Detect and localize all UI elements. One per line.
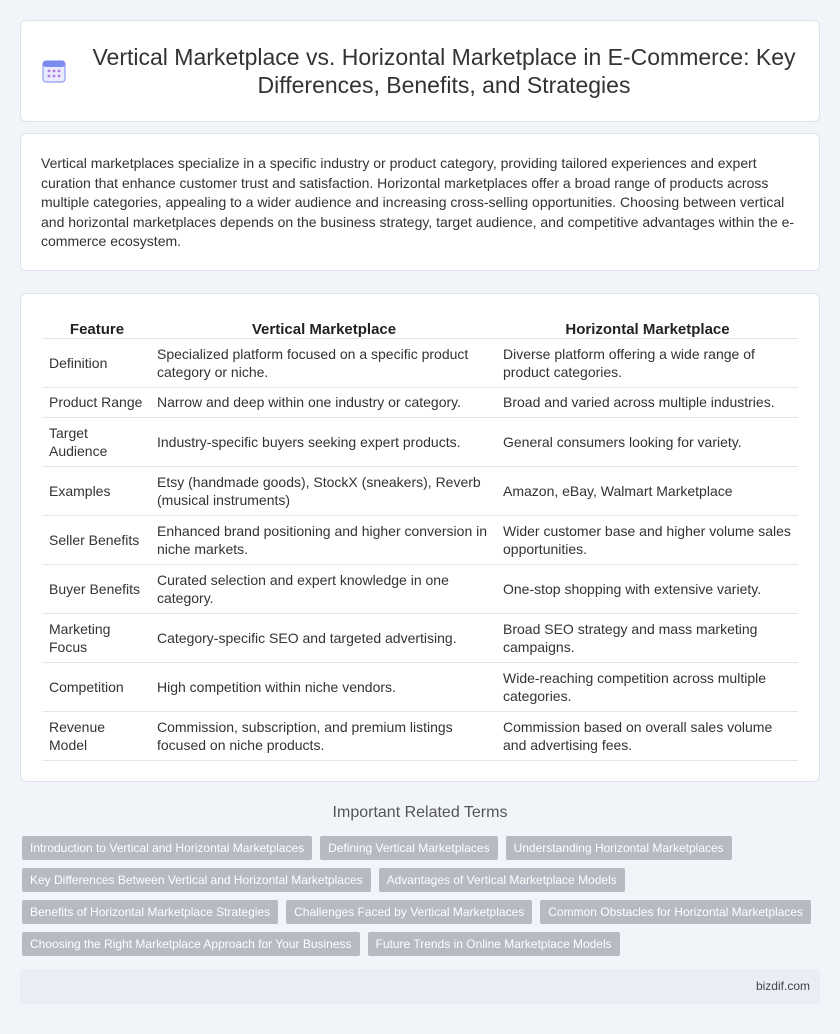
table-cell-vertical: Narrow and deep within one industry or category.	[151, 387, 497, 417]
tag-row	[22, 900, 822, 924]
table-header-vertical: Vertical Marketplace	[151, 314, 497, 338]
table-cell-feature: Examples	[43, 466, 151, 515]
table-cell-vertical: Curated selection and expert knowledge in one category.	[151, 564, 497, 613]
table-cell-horizontal: Amazon, eBay, Walmart Marketplace	[497, 466, 798, 515]
table-cell-vertical: Enhanced brand positioning and higher conversion in niche markets.	[151, 515, 497, 564]
related-term-link[interactable]: Advantages of Vertical Marketplace Models	[379, 868, 625, 892]
related-term-link[interactable]: Understanding Horizontal Marketplaces	[506, 836, 732, 860]
tag-row	[22, 836, 822, 860]
table-cell-feature: Seller Benefits	[43, 515, 151, 564]
table-row	[43, 613, 798, 662]
related-term-link[interactable]: Future Trends in Online Marketplace Models	[368, 932, 620, 956]
related-term-link[interactable]: Benefits of Horizontal Marketplace Strategies	[22, 900, 278, 924]
table-row	[43, 564, 798, 613]
comparison-table	[43, 314, 798, 761]
table-cell-vertical: Etsy (handmade goods), StockX (sneakers), Reverb (musical instruments)	[151, 466, 497, 515]
table-cell-horizontal: One-stop shopping with extensive variety.	[497, 564, 798, 613]
footer	[20, 969, 820, 1004]
table-header-feature: Feature	[43, 314, 151, 338]
table-row	[43, 387, 798, 417]
table-row	[43, 711, 798, 760]
table-cell-vertical: Industry-specific buyers seeking expert products.	[151, 417, 497, 466]
table-cell-feature: Marketing Focus	[43, 613, 151, 662]
intro-paragraph: Vertical marketplaces specialize in a specific industry or product category, providing tailored experiences and expert curation that enhance customer trust and satisfaction. Horizontal marketplaces offer a broad range of products across multiple categories, appealing to a wider audience and increasing cross-selling opportunities. Choosing between vertical and horizontal marketplaces depends on the business strategy, target audience, and competitive advantages within the e-commerce ecosystem.	[41, 155, 795, 249]
table-cell-horizontal: Commission based on overall sales volume and advertising fees.	[497, 711, 798, 760]
table-cell-horizontal: Wide-reaching competition across multiple categories.	[497, 662, 798, 711]
table-cell-vertical: Category-specific SEO and targeted advertising.	[151, 613, 497, 662]
related-term-link[interactable]: Common Obstacles for Horizontal Marketplaces	[540, 900, 811, 924]
table-cell-horizontal: Diverse platform offering a wide range of product categories.	[497, 338, 798, 387]
table-row	[43, 338, 798, 387]
table-cell-horizontal: Broad and varied across multiple industries.	[497, 387, 798, 417]
tag-row	[22, 868, 822, 892]
table-cell-horizontal: General consumers looking for variety.	[497, 417, 798, 466]
table-cell-vertical: High competition within niche vendors.	[151, 662, 497, 711]
related-terms-list	[22, 836, 822, 964]
tag-row	[22, 932, 822, 956]
related-term-link[interactable]: Key Differences Between Vertical and Horizontal Marketplaces	[22, 868, 371, 892]
comparison-table-card	[20, 293, 820, 782]
table-cell-feature: Competition	[43, 662, 151, 711]
footer-site-link[interactable]: bizdif.com	[755, 979, 810, 993]
table-header-horizontal: Horizontal Marketplace	[497, 314, 798, 338]
table-cell-vertical: Commission, subscription, and premium listings focused on niche products.	[151, 711, 497, 760]
table-cell-feature: Product Range	[43, 387, 151, 417]
header-card	[20, 20, 820, 122]
related-term-link[interactable]: Choosing the Right Marketplace Approach for Your Business	[22, 932, 360, 956]
table-row	[43, 466, 798, 515]
calendar-grid-icon	[41, 58, 67, 84]
table-cell-feature: Definition	[43, 338, 151, 387]
table-cell-vertical: Specialized platform focused on a specific product category or niche.	[151, 338, 497, 387]
page-title: Vertical Marketplace vs. Horizontal Marketplace in E-Commerce: Key Differences, Benefits, and Strategies	[92, 44, 796, 98]
related-term-link[interactable]: Challenges Faced by Vertical Marketplaces	[286, 900, 532, 924]
table-cell-feature: Buyer Benefits	[43, 564, 151, 613]
related-term-link[interactable]: Introduction to Vertical and Horizontal Marketplaces	[22, 836, 312, 860]
table-cell-horizontal: Broad SEO strategy and mass marketing campaigns.	[497, 613, 798, 662]
table-cell-feature: Target Audience	[43, 417, 151, 466]
table-row	[43, 417, 798, 466]
intro-card	[20, 133, 820, 271]
related-terms-title: Important Related Terms	[332, 804, 508, 821]
table-row	[43, 662, 798, 711]
related-term-link[interactable]: Defining Vertical Marketplaces	[320, 836, 497, 860]
table-cell-horizontal: Wider customer base and higher volume sales opportunities.	[497, 515, 798, 564]
table-cell-feature: Revenue Model	[43, 711, 151, 760]
table-row	[43, 515, 798, 564]
